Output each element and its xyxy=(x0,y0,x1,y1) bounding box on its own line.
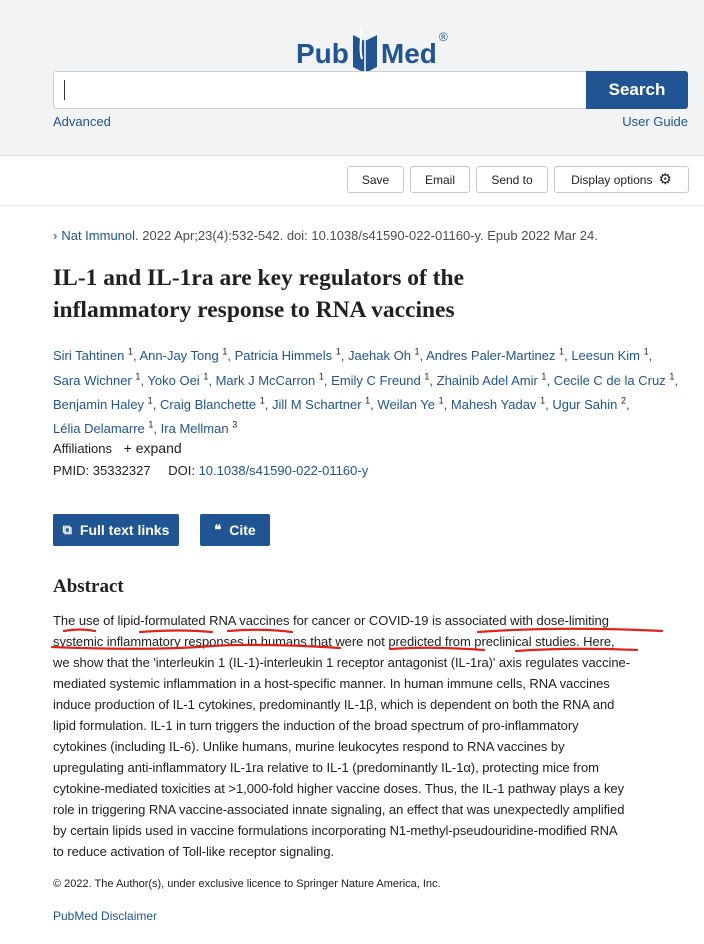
external-link-icon: ⧉ xyxy=(62,522,72,537)
author-link[interactable]: Mahesh Yadav xyxy=(450,396,537,412)
cite-label: Cite xyxy=(229,522,256,538)
author-affiliation-number[interactable]: 1 xyxy=(365,395,371,406)
logo-registered-mark: ® xyxy=(438,30,448,44)
abstract-line: we show that the 'interleukin 1 (IL-1)-interleukin 1 receptor antagonist (IL-1ra)' axis regulates vaccine- xyxy=(53,655,631,670)
author-link[interactable]: Craig Blanchette xyxy=(159,396,257,412)
logo-med-text: Med xyxy=(380,38,437,69)
gear-icon: ⚙ xyxy=(658,171,672,188)
abstract-line: induce production of IL-1 cytokines, predominantly IL-1β, which is dependent on both the RNA and xyxy=(53,697,615,712)
author-affiliation-number[interactable]: 1 xyxy=(147,395,153,406)
abstract-line: upregulating anti-inflammatory IL-1ra relative to IL-1 (predominantly IL-1α), protecting mice from xyxy=(53,760,599,775)
author-entry: Jaehak Oh $^1$, xyxy=(348,347,424,364)
author-link[interactable]: Ugur Sahin xyxy=(552,396,618,412)
author-entry: Benjamin Haley $^1$, xyxy=(53,395,157,412)
author-affiliation-number[interactable]: 1 xyxy=(559,347,565,357)
quote-icon: ❝ xyxy=(214,522,222,537)
send-to-button-label: Send to xyxy=(491,172,533,187)
doi-link[interactable]: 10.1038/s41590-022-01160-y xyxy=(198,463,369,478)
author-affiliation-number[interactable]: 1 xyxy=(203,371,209,382)
doi-label: DOI: xyxy=(168,463,195,478)
author-link[interactable]: Jill M Schartner xyxy=(271,396,362,412)
author-link[interactable]: Zhainib Adel Amir xyxy=(436,372,538,388)
author-entry: Weilan Ye $^1$, xyxy=(377,395,448,412)
author-affiliation-number[interactable]: 1 xyxy=(414,347,420,357)
author-affiliation-number[interactable]: 1 xyxy=(669,371,675,382)
author-entry: Emily C Freund $^1$, xyxy=(331,371,433,388)
author-entry: Siri Tahtinen $^1$, xyxy=(53,347,137,364)
author-link[interactable]: Emily C Freund xyxy=(331,372,421,388)
author-affiliation-number[interactable]: 1 xyxy=(148,419,154,430)
save-button-label: Save xyxy=(361,172,390,187)
author-entry: Zhainib Adel Amir $^1$, xyxy=(436,371,551,388)
send-to-button[interactable] xyxy=(476,166,548,193)
author-affiliation-number[interactable]: 1 xyxy=(541,371,547,382)
affiliations-label: Affiliations xyxy=(53,441,113,456)
author-link[interactable]: Siri Tahtinen xyxy=(53,348,125,364)
full-text-links-label: Full text links xyxy=(79,522,170,538)
author-link[interactable]: Yoko Oei xyxy=(147,372,200,388)
author-affiliation-number[interactable]: 3 xyxy=(232,419,238,430)
cite-button[interactable] xyxy=(200,514,270,546)
save-button[interactable] xyxy=(347,166,404,193)
author-link[interactable]: Weilan Ye xyxy=(377,396,436,412)
author-affiliation-number[interactable]: 1 xyxy=(438,395,444,406)
author-affiliation-number[interactable]: 1 xyxy=(259,395,265,406)
abstract-line: by certain lipids used in vaccine formulations incorporating N1-methyl-pseudouridine-modified RNA xyxy=(53,823,618,838)
author-affiliation-number[interactable]: 1 xyxy=(424,371,430,382)
author-entry xyxy=(161,421,238,436)
citation-details: 2022 Apr;23(4):532-542. doi: 10.1038/s41590-022-01160-y. Epub 2022 Mar 24. xyxy=(138,228,598,243)
author-entry: Ugur Sahin $^2$, xyxy=(552,395,630,412)
abstract-line: cytokine-mediated toxicities at >1,000-fold higher vaccine doses. Thus, the IL-1 pathway plays a key xyxy=(53,781,625,796)
logo-book-icon xyxy=(350,29,380,73)
pmid-label: PMID: xyxy=(53,463,90,478)
author-link[interactable]: Leesun Kim xyxy=(571,348,640,364)
author-affiliation-number[interactable]: 1 xyxy=(540,395,546,406)
author-link[interactable]: Sara Wichner xyxy=(53,372,132,388)
author-affiliation-number[interactable]: 1 xyxy=(127,347,133,357)
author-link[interactable]: Patricia Himmels xyxy=(234,348,333,364)
pmid-value: 35332327 xyxy=(92,463,151,478)
title-line-1: IL-1 and IL-1ra are key regulators of the xyxy=(53,265,465,291)
affiliations-row xyxy=(53,440,182,456)
author-entry: Mahesh Yadav $^1$, xyxy=(450,395,549,412)
author-affiliation-number[interactable]: 1 xyxy=(135,371,141,382)
abstract-line: role in triggering RNA vaccine-associated innate signaling, an effect that was unexpectedly amplified xyxy=(53,802,625,817)
author-entry: Mark J McCarron $^1$, xyxy=(215,371,328,388)
abstract-line: lipid formulation. IL-1 in turn triggers the induction of the broad spectrum of pro-inflammatory xyxy=(53,718,579,733)
author-affiliation-number[interactable]: 1 xyxy=(643,347,649,357)
abstract-text xyxy=(53,610,689,862)
search-cursor xyxy=(64,80,65,100)
author-entry: Craig Blanchette $^1$, xyxy=(159,395,269,412)
author-link[interactable]: Mark J McCarron xyxy=(215,372,316,388)
author-link[interactable]: Benjamin Haley xyxy=(53,396,145,412)
author-entry: Patricia Himmels $^1$, xyxy=(234,347,345,364)
author-list xyxy=(53,342,693,439)
abstract-line: mediated systemic inflammation in a host-specific manner. In human immune cells, RNA vaccines xyxy=(53,676,610,691)
logo-pub-text: Pub xyxy=(296,38,349,69)
full-text-links-button[interactable] xyxy=(53,514,179,546)
author-entry: Cecile C de la Cruz $^1$, xyxy=(553,371,678,388)
author-link[interactable]: Lélia Delamarre xyxy=(53,421,145,437)
advanced-search-link[interactable]: Advanced xyxy=(53,114,111,129)
abstract-line: cytokines (including IL-6). Unlike humans, murine leukocytes respond to RNA vaccines by xyxy=(53,739,565,754)
abstract-line: The use of lipid-formulated RNA vaccines for cancer or COVID-19 is associated with dose-limiting xyxy=(53,613,609,628)
search-button[interactable]: Search xyxy=(586,71,688,109)
action-bar xyxy=(0,156,704,206)
author-entry: Andres Paler-Martinez $^1$, xyxy=(426,347,568,364)
author-entry: Yoko Oei $^1$, xyxy=(147,371,212,388)
copyright-notice: © 2022. The Author(s), under exclusive licence to Springer Nature America, Inc. xyxy=(53,878,441,890)
author-link[interactable]: Ira Mellman xyxy=(160,421,229,437)
author-entry: Leesun Kim $^1$, xyxy=(571,347,653,364)
author-affiliation-number[interactable]: 1 xyxy=(318,371,324,382)
display-options-label: Display options xyxy=(571,172,653,187)
author-affiliation-number[interactable]: 1 xyxy=(335,347,341,357)
author-entry: Ann-Jay Tong $^1$, xyxy=(139,347,232,364)
title-line-2: inflammatory response to RNA vaccines xyxy=(53,297,455,323)
abstract-line: to reduce activation of Toll-like receptor signaling. xyxy=(53,844,335,859)
pubmed-disclaimer-link[interactable]: PubMed Disclaimer xyxy=(53,909,158,923)
site-header xyxy=(0,0,704,156)
author-link[interactable]: Jaehak Oh xyxy=(348,348,411,364)
identifiers-row xyxy=(53,463,368,478)
author-link[interactable]: Andres Paler-Martinez xyxy=(426,348,556,364)
author-entry: Lélia Delamarre $^1$, xyxy=(53,419,158,437)
display-options-button[interactable] xyxy=(554,166,689,193)
author-entry: Sara Wichner $^1$, xyxy=(53,371,145,388)
chevron-right-icon[interactable]: › xyxy=(53,228,58,243)
pubmed-logo[interactable] xyxy=(296,22,448,68)
email-button[interactable] xyxy=(410,166,470,193)
article-title xyxy=(53,262,673,326)
author-link[interactable]: Cecile C de la Cruz xyxy=(553,372,666,388)
user-guide-link[interactable]: User Guide xyxy=(622,114,688,129)
search-input[interactable] xyxy=(53,71,586,109)
author-entry: Jill M Schartner $^1$, xyxy=(271,395,374,412)
abstract-line: systemic inflammatory responses in humans that were not predicted from preclinical studies. Here, xyxy=(53,634,615,649)
abstract-heading: Abstract xyxy=(53,576,124,597)
citation-line xyxy=(53,228,598,243)
author-affiliation-number[interactable]: 1 xyxy=(222,347,228,357)
email-button-label: Email xyxy=(424,172,455,187)
author-affiliation-number[interactable]: 2 xyxy=(621,395,627,406)
author-link[interactable]: Ann-Jay Tong xyxy=(139,348,219,364)
journal-link[interactable]: Nat Immunol. xyxy=(61,228,139,243)
expand-affiliations-toggle[interactable]: + expand xyxy=(123,440,182,456)
